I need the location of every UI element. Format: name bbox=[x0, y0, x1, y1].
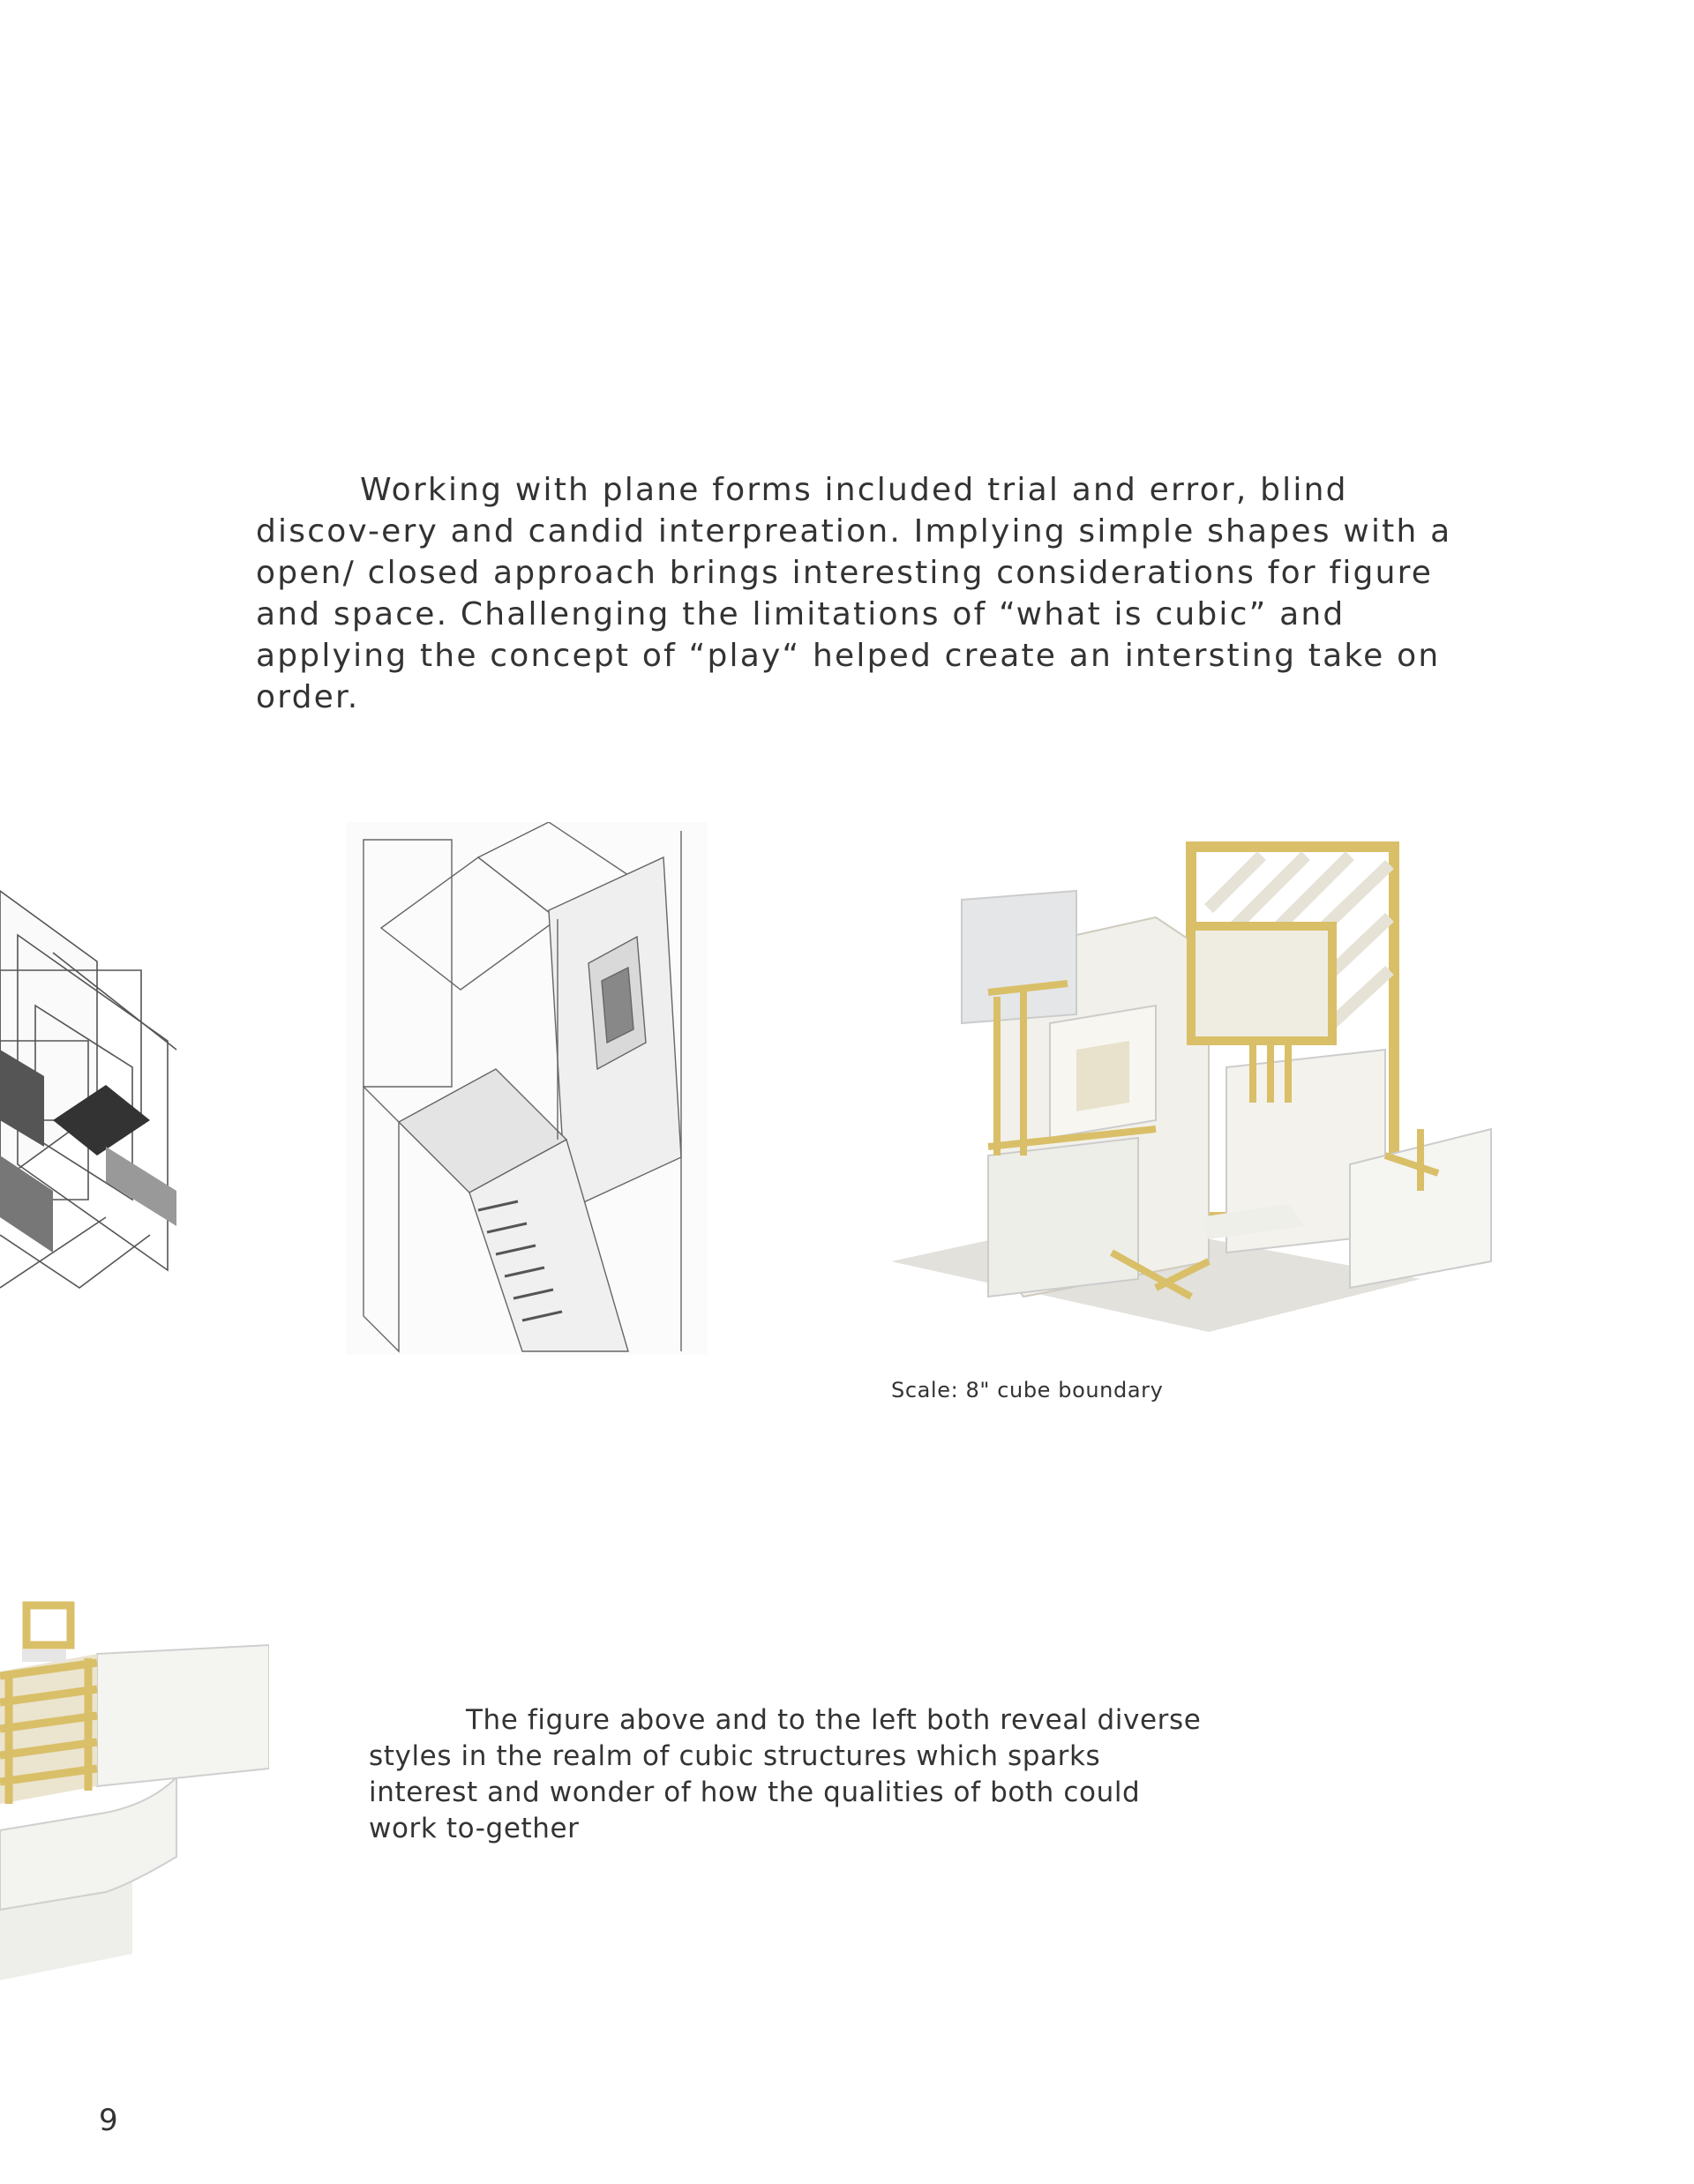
page-number: 9 bbox=[99, 2103, 118, 2138]
pencil-sketch-image bbox=[346, 822, 708, 1355]
second-paragraph-text: The figure above and to the left both reveal diverse styles in the realm of cubic structures which sparks interest and wonder of how the qualities of both could work to-gether bbox=[369, 1704, 1202, 1844]
isometric-line-drawing-image bbox=[0, 829, 185, 1341]
model-caption: Scale: 8" cube boundary bbox=[891, 1378, 1164, 1402]
cube-model-photo bbox=[891, 838, 1495, 1336]
cantilever-model-photo bbox=[0, 1601, 269, 1980]
intro-paragraph bbox=[256, 469, 1473, 718]
second-paragraph bbox=[369, 1702, 1216, 1847]
intro-paragraph-text: Working with plane forms included trial and error, blind discov-ery and candid interpreation. Implying simple shapes with a open/ closed approach brings interesting considerations for figure and space. Challenging the limitations of “what is cubic” and applying the concept of “play“ helped create an intersting take on order. bbox=[256, 472, 1452, 715]
